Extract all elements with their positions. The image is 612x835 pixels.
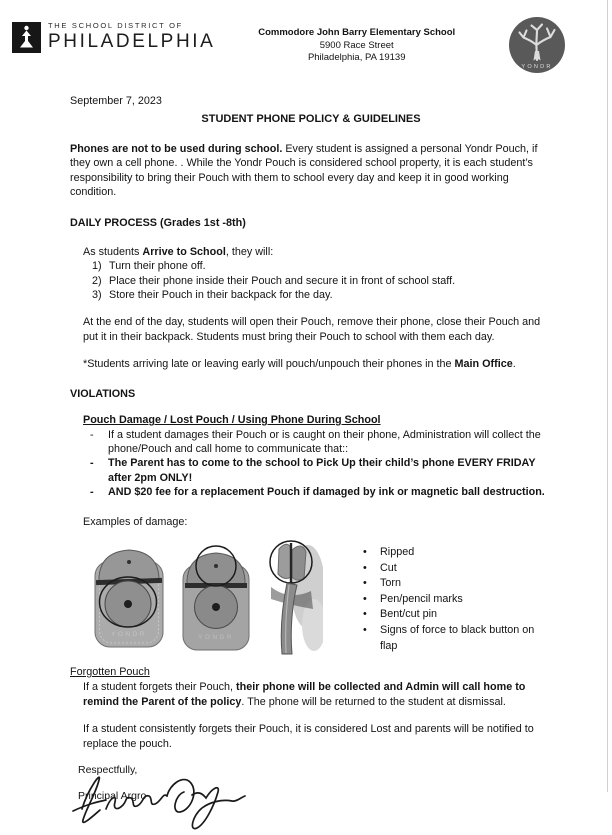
bullet-marker: • xyxy=(363,592,367,605)
forgotten-p1-suffix: . The phone will be returned to the student at dismissal. xyxy=(241,695,506,708)
district-name-large: PHILADELPHIA xyxy=(48,31,216,52)
forgotten-pouch-paragraph-1 xyxy=(83,680,552,709)
damage-examples-section xyxy=(85,535,552,655)
forgotten-p1-bold: their phone will be collected and Admin will call home to remind the Parent of the policy xyxy=(83,681,526,708)
damage-type-item xyxy=(363,607,552,623)
bullet-marker: • xyxy=(363,577,367,590)
bullet-marker: • xyxy=(363,545,367,558)
dash-marker: - xyxy=(90,486,94,499)
pouch-photo-pin-damage xyxy=(259,535,323,655)
pouch-photo-disc-damage xyxy=(85,535,173,651)
arrive-suffix: , they will: xyxy=(225,245,274,258)
damage-type-text: Ripped xyxy=(380,545,415,558)
forgotten-pouch-paragraph-2: If a student consistently forgets their Pouch, it is considered Lost and parents will be notified to replace the pouch. xyxy=(83,723,534,750)
pouch-wordmark: YONDR xyxy=(111,630,147,638)
late-prefix: *Students arriving late or leaving early will pouch/unpouch their phones in the xyxy=(83,358,455,371)
bullet-marker: • xyxy=(363,561,367,574)
violation-text: AND $20 fee for a replacement Pouch if damaged by ink or magnetic ball destruction. xyxy=(108,486,545,499)
violations-list xyxy=(70,428,552,500)
violation-item xyxy=(90,485,552,499)
damage-type-text: Cut xyxy=(380,561,397,574)
forgotten-pouch-heading: Forgotten Pouch xyxy=(70,665,150,678)
damage-type-item xyxy=(363,623,552,654)
bullet-marker: • xyxy=(363,608,367,621)
step-number: 2) xyxy=(92,274,102,287)
bullet-marker: • xyxy=(363,623,367,636)
pouch-photo-flap-damage xyxy=(178,535,254,653)
forgotten-p1-prefix: If a student forgets their Pouch, xyxy=(83,681,237,694)
step-text: Store their Pouch in their backpack for the day. xyxy=(109,289,333,302)
school-info xyxy=(215,27,506,63)
damage-type-text: Bent/cut pin xyxy=(380,608,438,621)
step-text: Place their phone inside their Pouch and secure it in front of school staff. xyxy=(109,274,456,287)
late-suffix: . xyxy=(512,358,516,371)
arrive-prefix: As students xyxy=(83,245,143,258)
intro-paragraph xyxy=(70,142,552,200)
damage-type-text: Signs of force to black button on flap xyxy=(380,623,535,652)
district-logo-icon xyxy=(12,22,41,53)
district-logo xyxy=(12,21,215,53)
violation-text: If a student damages their Pouch or is caught on their phone, Administration will collect the phone/Pouch and call home to communicate that:: xyxy=(108,428,541,455)
step-item xyxy=(92,259,552,273)
date: September 7, 2023 xyxy=(70,95,162,107)
school-address-city: Philadelphia, PA 19139 xyxy=(307,52,406,63)
damage-types-list xyxy=(363,545,552,654)
late-arrival-note xyxy=(83,357,552,371)
signature-image xyxy=(68,765,250,833)
daily-process-heading: DAILY PROCESS (Grades 1st -8th) xyxy=(70,217,246,230)
intro-rest: Every student is assigned a personal Yondr Pouch, if they own a cell phone. . While the Yondr Pouch is considered school property, it is each student’s responsibility to bring their Pouch with them to school every day and keep it in good working condition. xyxy=(70,142,538,199)
dash-marker: - xyxy=(90,457,94,470)
district-name-small: THE SCHOOL DISTRICT OF xyxy=(48,21,183,30)
school-address-street: 5900 Race Street xyxy=(319,39,394,51)
violations-heading: VIOLATIONS xyxy=(70,387,136,400)
intro-bold-lead: Phones are not to be used during school. xyxy=(70,142,283,155)
arrive-line xyxy=(83,245,552,259)
letter-body xyxy=(70,94,552,835)
violation-item xyxy=(90,456,552,485)
step-number: 3) xyxy=(92,289,102,302)
pouch-damage-photos xyxy=(85,535,323,655)
damage-examples-heading: Examples of damage: xyxy=(83,515,188,528)
signer-name: Principal Argro xyxy=(78,789,147,802)
closing-line: Respectfully, xyxy=(78,763,138,776)
dash-marker: - xyxy=(90,428,94,441)
arrival-steps-list xyxy=(70,259,552,302)
violation-text: The Parent has to come to the school to Pick Up their child’s phone EVERY FRIDAY after 2pm ONLY! xyxy=(108,457,536,484)
step-text: Turn their phone off. xyxy=(109,260,206,273)
damage-type-text: Torn xyxy=(380,577,402,590)
district-name xyxy=(48,21,215,53)
document-title: STUDENT PHONE POLICY & GUIDELINES xyxy=(201,113,421,126)
violation-item xyxy=(90,428,552,457)
letterhead xyxy=(0,0,612,77)
yondr-logo xyxy=(506,15,568,77)
damage-type-item xyxy=(363,545,552,561)
damage-type-item xyxy=(363,561,552,577)
step-item xyxy=(92,274,552,288)
pouch-wordmark: YONDR xyxy=(198,633,234,641)
step-number: 1) xyxy=(92,260,102,273)
damage-type-item xyxy=(363,592,552,608)
violations-subheading: Pouch Damage / Lost Pouch / Using Phone During School xyxy=(83,414,381,427)
late-bold: Main Office xyxy=(454,358,513,371)
damage-type-text: Pen/pencil marks xyxy=(380,592,463,605)
yondr-wordmark: YONDR xyxy=(521,64,553,70)
arrive-bold: Arrive to School xyxy=(142,245,226,258)
damage-type-item xyxy=(363,576,552,592)
end-of-day-paragraph: At the end of the day, students will open their Pouch, remove their phone, close their Pouch and put it in their backpack. Students must bring their Pouch to school with them each day. xyxy=(83,316,541,343)
signature-block xyxy=(78,763,552,835)
scan-edge-artifact xyxy=(607,0,608,792)
step-item xyxy=(92,288,552,302)
school-name: Commodore John Barry Elementary School xyxy=(258,27,456,38)
